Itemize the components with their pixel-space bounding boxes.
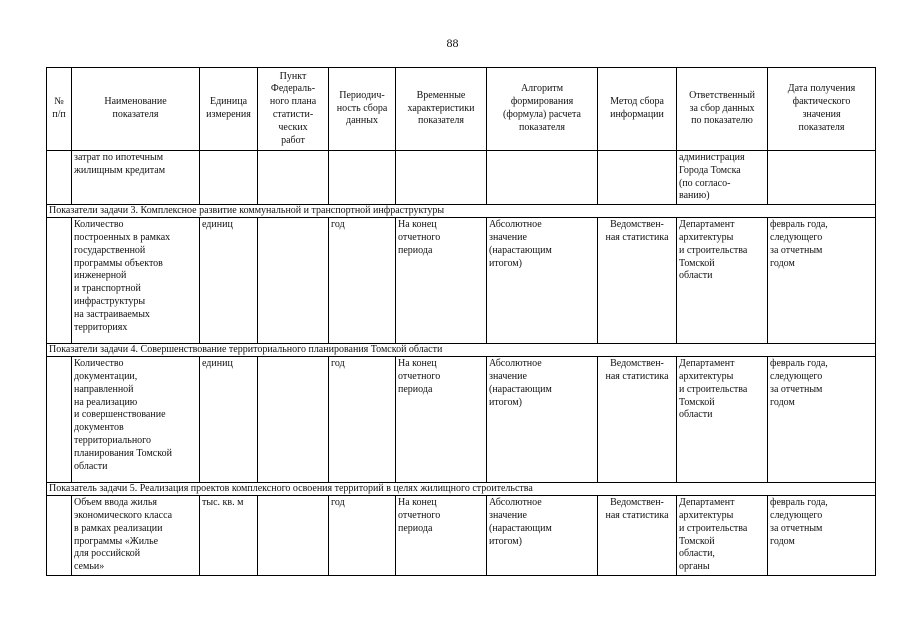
cell-time: На конец отчетного периода — [396, 218, 487, 344]
cell-method: Ведомствен- ная статистика — [598, 357, 677, 483]
header-number: № п/п — [47, 68, 72, 151]
cell-periodicity: год — [329, 357, 396, 483]
cell-federal-plan — [258, 357, 329, 483]
header-indicator-name: Наименование показателя — [72, 68, 200, 151]
cell-algorithm — [487, 151, 598, 205]
cell-responsible: администрация Города Томска (по согласо- ванию) — [677, 151, 768, 205]
header-collection-method: Метод сбора информации — [598, 68, 677, 151]
section-title: Показатели задачи 3. Комплексное развитие коммунальной и транспортной инфраструктуры — [47, 205, 876, 218]
cell-number — [47, 357, 72, 483]
header-responsible: Ответственный за сбор данных по показателю — [677, 68, 768, 151]
section-heading-row — [47, 205, 876, 218]
cell-responsible: Департамент архитектуры и строительства Томской области — [677, 357, 768, 483]
header-time-characteristics: Временные характеристики показателя — [396, 68, 487, 151]
page-number: 88 — [446, 36, 459, 50]
cell-indicator-name: затрат по ипотечным жилищным кредитам — [72, 151, 200, 205]
cell-time: На конец отчетного периода — [396, 496, 487, 576]
cell-responsible: Департамент архитектуры и строительства Томской области — [677, 218, 768, 344]
header-federal-plan: Пункт Федераль- ного плана статисти- ческих работ — [258, 68, 329, 151]
cell-indicator-name: Объем ввода жилья экономического класса в рамках реализации программы «Жилье для российской семьи» — [72, 496, 200, 576]
section-title: Показатели задачи 4. Совершенствование территориального планирования Томской области — [47, 344, 876, 357]
cell-method — [598, 151, 677, 205]
cell-method: Ведомствен- ная статистика — [598, 218, 677, 344]
cell-number — [47, 496, 72, 576]
header-unit: Единица измерения — [200, 68, 258, 151]
cell-date: февраль года, следующего за отчетным годом — [768, 218, 876, 344]
section-heading-row — [47, 483, 876, 496]
cell-indicator-name: Количество построенных в рамках государственной программы объектов инженерной и транспортной инфраструктуры на застраиваемых территориях — [72, 218, 200, 344]
cell-algorithm: Абсолютное значение (нарастающим итогом) — [487, 218, 598, 344]
cell-time — [396, 151, 487, 205]
cell-unit: тыс. кв. м — [200, 496, 258, 576]
table-header-row — [47, 68, 876, 151]
cell-unit: единиц — [200, 218, 258, 344]
header-algorithm: Алгоритм формирования (формула) расчета показателя — [487, 68, 598, 151]
cell-method: Ведомствен- ная статистика — [598, 496, 677, 576]
header-date-received: Дата получения фактического значения показателя — [768, 68, 876, 151]
cell-federal-plan — [258, 218, 329, 344]
cell-algorithm: Абсолютное значение (нарастающим итогом) — [487, 496, 598, 576]
table-row — [47, 151, 876, 205]
table-row — [47, 357, 876, 483]
cell-federal-plan — [258, 496, 329, 576]
table-row — [47, 218, 876, 344]
cell-date — [768, 151, 876, 205]
cell-number — [47, 151, 72, 205]
section-title: Показатель задачи 5. Реализация проектов комплексного освоения территорий в целях жилищного строительства — [47, 483, 876, 496]
cell-periodicity — [329, 151, 396, 205]
cell-date: февраль года, следующего за отчетным годом — [768, 357, 876, 483]
cell-number — [47, 218, 72, 344]
cell-time: На конец отчетного периода — [396, 357, 487, 483]
cell-periodicity: год — [329, 218, 396, 344]
header-periodicity: Периодич- ность сбора данных — [329, 68, 396, 151]
cell-periodicity: год — [329, 496, 396, 576]
table-row — [47, 496, 876, 576]
cell-federal-plan — [258, 151, 329, 205]
cell-algorithm: Абсолютное значение (нарастающим итогом) — [487, 357, 598, 483]
cell-indicator-name: Количество документации, направленной на реализацию и совершенствование документов территориального планирования Томской области — [72, 357, 200, 483]
cell-responsible: Департамент архитектуры и строительства Томской области, органы — [677, 496, 768, 576]
cell-date: февраль года, следующего за отчетным годом — [768, 496, 876, 576]
cell-unit — [200, 151, 258, 205]
section-heading-row — [47, 344, 876, 357]
cell-unit: единиц — [200, 357, 258, 483]
indicators-table — [46, 67, 876, 576]
